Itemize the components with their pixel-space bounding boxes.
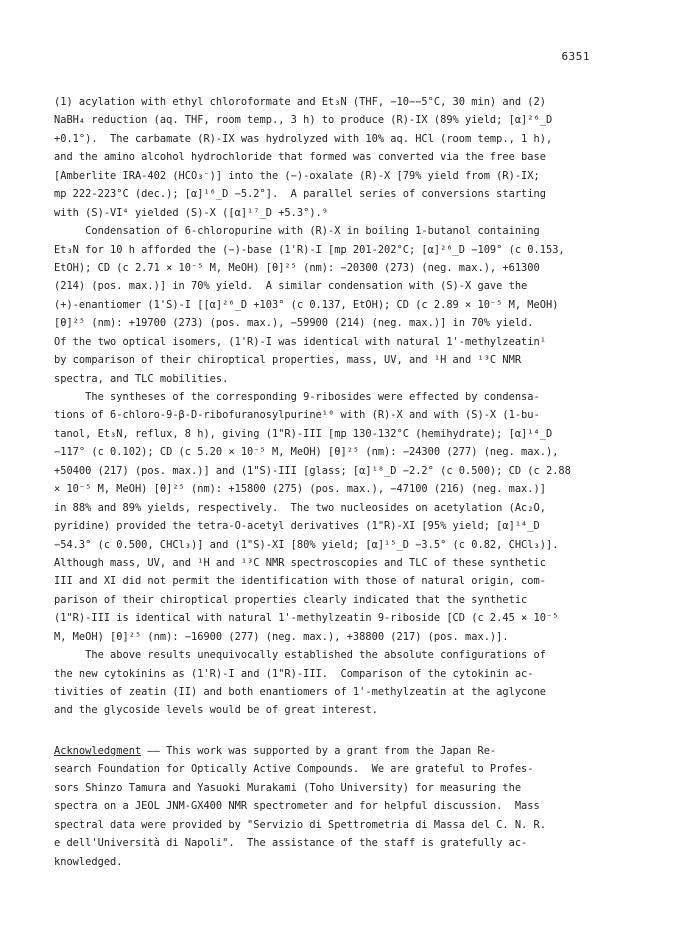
text-line: [Amberlite IRA-402 (HCO₃⁻)] into the (−)-oxalate (R)-X [79% yield from (R)-IX;: [54, 169, 540, 182]
body-text: [54, 93, 640, 720]
text-line: EtOH); CD (c 2.71 × 10⁻⁵ M, MeOH) [θ]²⁵ (nm): −20300 (273) (neg. max.), +61300: [54, 261, 540, 274]
text-line: −117° (c 0.102); CD (c 5.20 × 10⁻⁵ M, MeOH) [θ]²⁵ (nm): −24300 (277) (neg. max.),: [54, 446, 559, 459]
text-line: The syntheses of the corresponding 9-ribosides were effected by condensa-: [54, 391, 540, 403]
paragraph-gap: [54, 730, 640, 742]
text-line: M, MeOH) [θ]²⁵ (nm): −16900 (277) (neg. max.), +38800 (217) (pos. max.)].: [54, 630, 509, 643]
acknowledgment-line: spectra on a JEOL JNM-GX400 NMR spectrometer and for helpful discussion. Mass: [54, 800, 540, 813]
text-line: and the glycoside levels would be of great interest.: [54, 704, 378, 717]
text-line: (214) (pos. max.)] in 70% yield. A similar condensation with (S)-X gave the: [54, 280, 528, 293]
text-line: mp 222-223°C (dec.); [α]¹⁶_D −5.2°]. A parallel series of conversions starting: [54, 188, 546, 201]
text-line: the new cytokinins as (1'R)-I and (1"R)-III. Comparison of the cytokinin ac-: [54, 667, 534, 680]
paragraph-gap: [54, 720, 640, 730]
text-line: spectra, and TLC mobilities.: [54, 372, 229, 385]
acknowledgment-section: [54, 742, 640, 871]
text-line: tanol, Et₃N, reflux, 8 h), giving (1"R)-III [mp 130-132°C (hemihydrate); [α]¹⁴_D: [54, 427, 553, 440]
text-line: pyridine) provided the tetra-O-acetyl derivatives (1"R)-XI [95% yield; [α]¹⁴_D: [54, 520, 540, 533]
text-line: NaBH₄ reduction (aq. THF, room temp., 3 h) to produce (R)-IX (89% yield; [α]²⁶_D: [54, 114, 553, 127]
text-line: [θ]²⁵ (nm): +19700 (273) (pos. max.), −59900 (214) (neg. max.)] in 70% yield.: [54, 317, 534, 330]
text-line: tions of 6-chloro-9-β-D-ribofuranosylpurine¹⁰ with (R)-X and with (S)-X (1-bu-: [54, 409, 540, 422]
text-line: Condensation of 6-chloropurine with (R)-X in boiling 1-butanol containing: [54, 225, 540, 238]
text-line: and the amino alcohol hydrochloride that formed was converted via the free base: [54, 151, 546, 164]
acknowledgment-line: e dell'Università di Napoli". The assistance of the staff is gratefully ac-: [54, 837, 528, 850]
acknowledgment-line: spectral data were provided by "Servizio di Spettrometria di Massa del C. N. R.: [54, 818, 546, 831]
text-line: Et₃N for 10 h afforded the (−)-base (1'R)-I [mp 201-202°C; [α]²⁶_D −109° (c 0.153,: [54, 243, 565, 256]
text-line: III and XI did not permit the identification with those of natural origin, com-: [54, 575, 546, 588]
page-number: 6351: [561, 50, 590, 63]
acknowledgment-heading: Acknowledgment: [54, 744, 142, 757]
acknowledgment-line: search Foundation for Optically Active Compounds. We are grateful to Profes-: [54, 763, 534, 776]
acknowledgment-text: —— This work was supported by a grant from the Japan Re-: [141, 744, 497, 757]
acknowledgment-first-line: [54, 742, 640, 760]
text-line: by comparison of their chiroptical properties, mass, UV, and ¹H and ¹³C NMR: [54, 354, 522, 367]
text-line: (+)-enantiomer (1'S)-I [[α]²⁶_D +103° (c 0.137, EtOH); CD (c 2.89 × 10⁻⁵ M, MeOH): [54, 298, 559, 311]
text-line: in 88% and 89% yields, respectively. The two nucleosides on acetylation (Ac₂O,: [54, 501, 546, 514]
text-line: The above results unequivocally established the absolute configurations of: [54, 649, 546, 662]
acknowledgment-line: knowledged.: [54, 855, 123, 868]
text-line: (1) acylation with ethyl chloroformate and Et₃N (THF, −10−−5°C, 30 min) and (2): [54, 96, 546, 108]
text-line: −54.3° (c 0.500, CHCl₃)] and (1"S)-XI [80% yield; [α]¹⁵_D −3.5° (c 0.82, CHCl₃)].: [54, 538, 559, 551]
text-line: (1"R)-III is identical with natural 1'-methylzeatin 9-riboside [CD (c 2.45 × 10⁻⁵: [54, 612, 559, 625]
text-line: Of the two optical isomers, (1'R)-I was identical with natural 1'-methylzeatin¹: [54, 335, 546, 348]
text-line: tivities of zeatin (II) and both enantiomers of 1'-methylzeatin at the aglycone: [54, 686, 546, 698]
text-line: parison of their chiroptical properties clearly indicated that the synthetic: [54, 593, 528, 606]
text-line: with (S)-VI⁴ yielded (S)-X ([α]¹⁷_D +5.3°).⁹: [54, 206, 329, 219]
text-line: +0.1°). The carbamate (R)-IX was hydrolyzed with 10% aq. HCl (room temp., 1 h),: [54, 132, 553, 145]
text-line: Although mass, UV, and ¹H and ¹³C NMR spectroscopies and TLC of these synthetic: [54, 556, 546, 569]
text-line: +50400 (217) (pos. max.)] and (1"S)-III [glass; [α]¹⁸_D −2.2° (c 0.500); CD (c 2.88: [54, 464, 571, 477]
acknowledgment-line: sors Shinzo Tamura and Yasuoki Murakami (Toho University) for measuring the: [54, 781, 522, 794]
text-line: × 10⁻⁵ M, MeOH) [θ]²⁵ (nm): +15800 (275) (pos. max.), −47100 (216) (neg. max.)]: [54, 483, 546, 496]
paper-body: [54, 93, 640, 871]
